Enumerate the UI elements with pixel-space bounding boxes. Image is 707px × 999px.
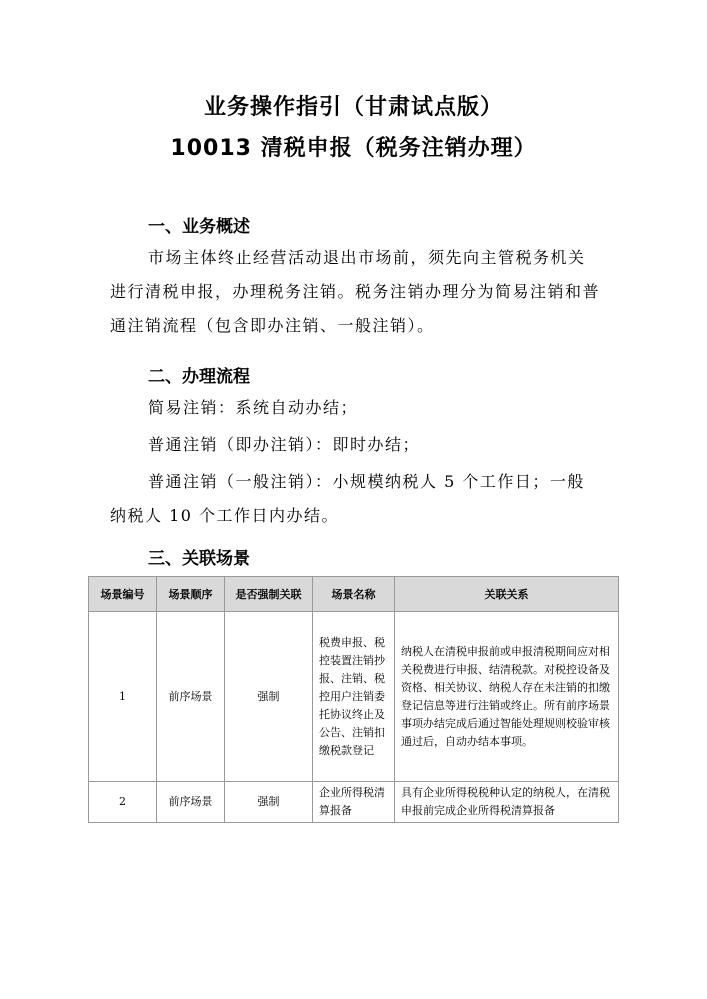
header-scenario-no: 场景编号: [89, 577, 157, 612]
doc-title-line2: 10013 清税申报（税务注销办理）: [170, 136, 537, 161]
cell-name: 税费申报、税控装置注销抄报、注销、税控用户注销委托协议终止及公告、注销扣缴税款登记: [313, 612, 395, 782]
table-row: [89, 782, 619, 823]
section-heading-scenarios: 三、关联场景: [148, 549, 250, 569]
scenario-table: [88, 576, 619, 823]
cell-mandatory: 强制: [225, 782, 313, 823]
cell-mandatory: 强制: [225, 612, 313, 782]
header-scenario-order: 场景顺序: [157, 577, 225, 612]
cell-name: 企业所得税清算报备: [313, 782, 395, 823]
process-simple: 简易注销：系统自动办结；: [148, 398, 359, 417]
table-header-row: [89, 577, 619, 612]
header-scenario-name: 场景名称: [313, 577, 395, 612]
header-mandatory: 是否强制关联: [225, 577, 313, 612]
header-relation: 关联关系: [395, 577, 619, 612]
cell-no: 1: [89, 612, 157, 782]
cell-relation: 具有企业所得税税种认定的纳税人，在清税申报前完成企业所得税清算报备: [395, 782, 619, 823]
cell-no: 2: [89, 782, 157, 823]
process-general: 普通注销（一般注销）：小规模纳税人 5 个工作日；一般纳税人 10 个工作日内办结。: [110, 472, 585, 525]
cell-order: 前序场景: [157, 612, 225, 782]
cell-relation: 纳税人在清税申报前或申报清税期间应对相关税费进行申报、结清税款。对税控设备及资格、相关协议、纳税人存在未注销的扣缴登记信息等进行注销或终止。所有前序场景事项办结完成后通过智能处理规则校验审核通过后，自动办结本事项。: [395, 612, 619, 782]
process-immediate: 普通注销（即办注销）：即时办结；: [148, 435, 421, 454]
section-heading-overview: 一、业务概述: [148, 217, 250, 237]
table-row: [89, 612, 619, 782]
section-heading-process: 二、办理流程: [148, 367, 250, 387]
cell-order: 前序场景: [157, 782, 225, 823]
overview-paragraph: 市场主体终止经营活动退出市场前，须先向主管税务机关进行清税申报，办理税务注销。税务注销办理分为简易注销和普通注销流程（包含即办注销、一般注销）。: [110, 248, 601, 335]
doc-title-line1: 业务操作指引（甘肃试点版）: [203, 95, 503, 120]
